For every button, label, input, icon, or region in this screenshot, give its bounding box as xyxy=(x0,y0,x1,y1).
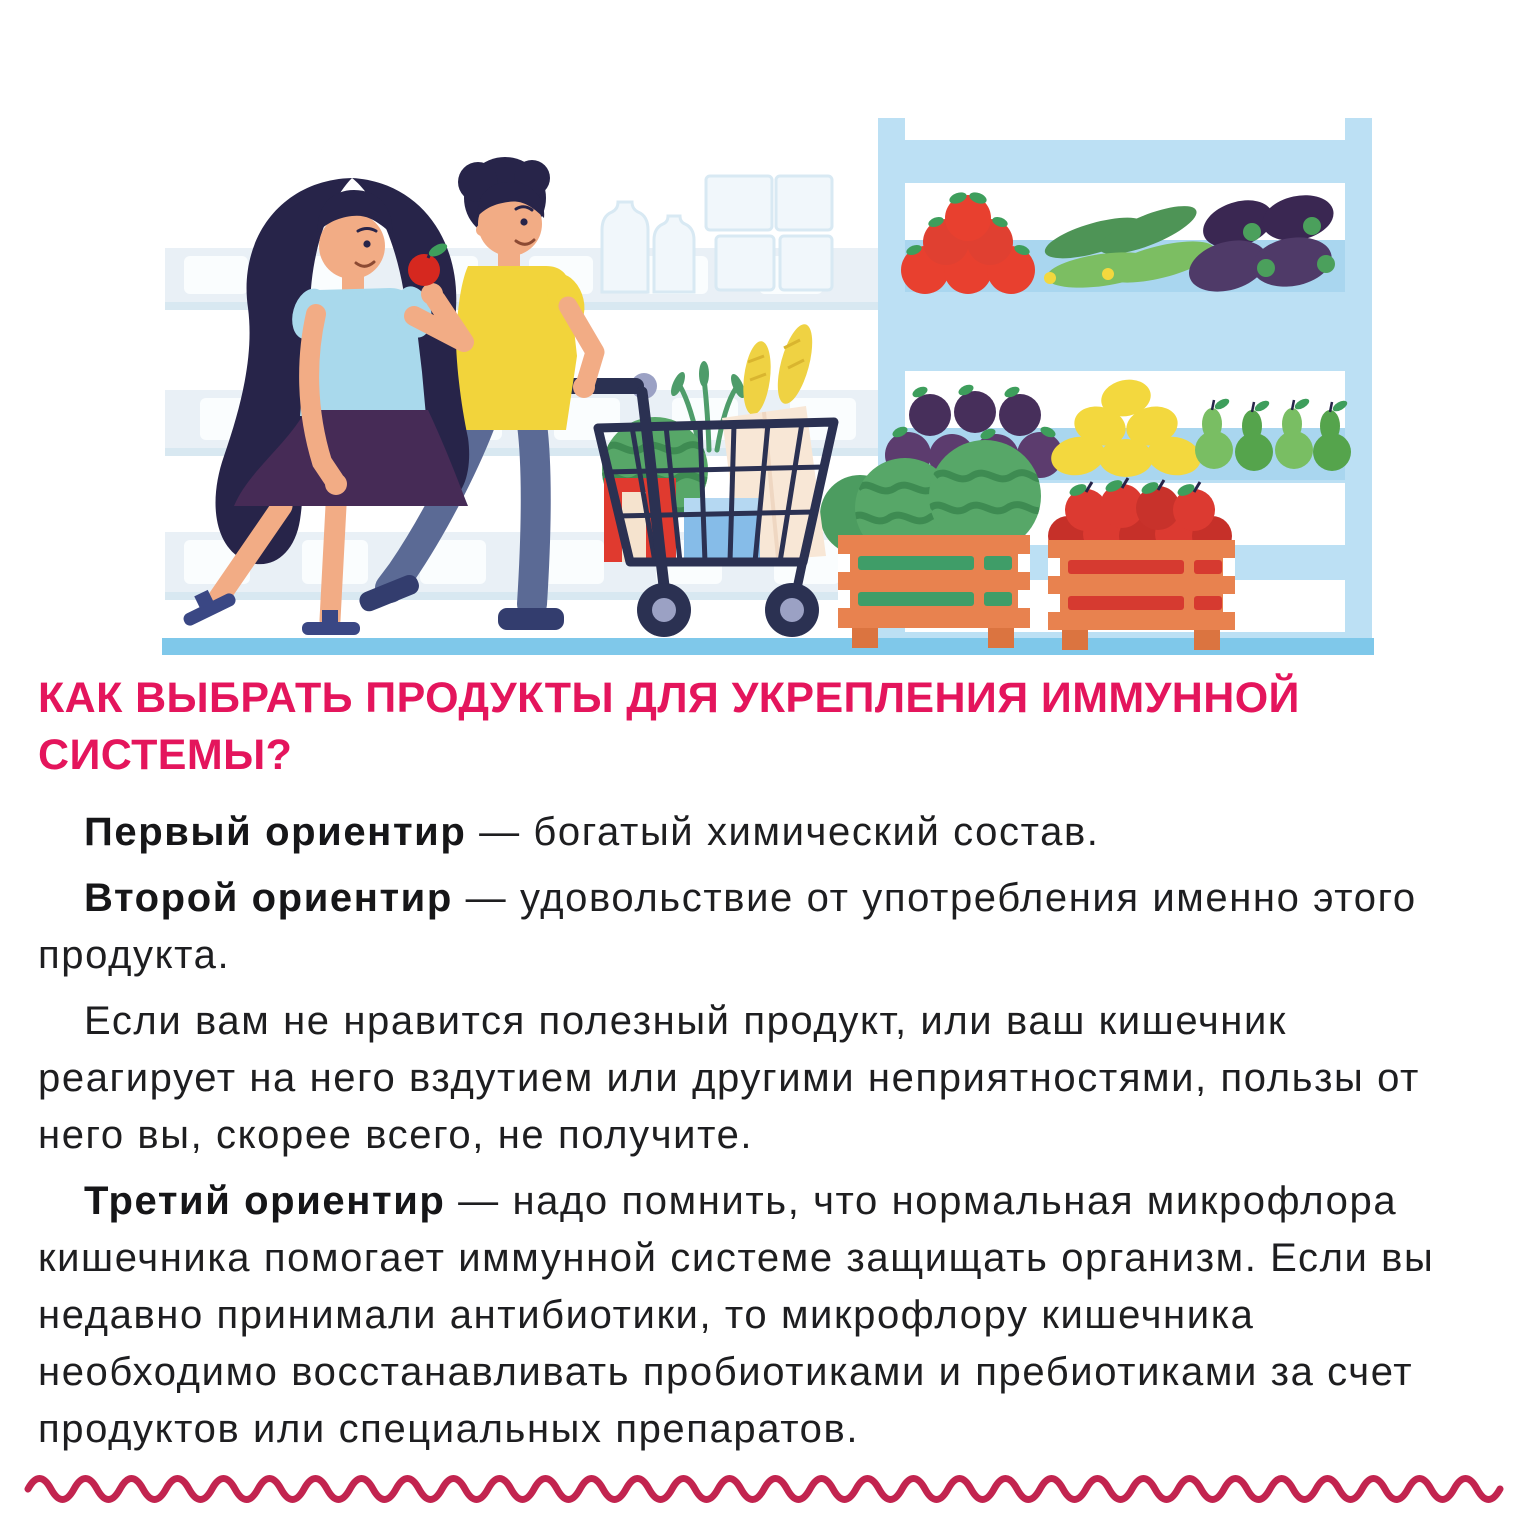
paragraph-lead: Первый ориентир xyxy=(84,810,467,854)
paragraph-text: удовольствие от употребления именно этого продукта. xyxy=(38,876,1417,977)
floor xyxy=(162,638,1374,655)
dash: — xyxy=(466,810,534,854)
page-title xyxy=(38,670,1489,784)
paragraph-note xyxy=(38,993,1481,1164)
apple-crate xyxy=(1048,478,1235,650)
store-illustration xyxy=(0,0,1519,660)
pale-goods xyxy=(602,176,832,292)
paragraph-first-guideline xyxy=(38,804,1481,861)
paragraph-lead: Второй ориентир xyxy=(84,876,453,920)
wavy-divider xyxy=(0,1467,1519,1511)
watermelon-crate xyxy=(820,440,1041,648)
paragraph-second-guideline xyxy=(38,870,1481,984)
page-title-line2: СИСТЕМЫ? xyxy=(38,731,293,779)
article-body xyxy=(38,804,1481,1458)
paragraph-third-guideline xyxy=(38,1173,1481,1458)
dash: — xyxy=(445,1179,513,1223)
wavy-divider-path xyxy=(28,1479,1500,1500)
paragraph-text: богатый химический состав. xyxy=(533,810,1100,854)
paragraph-lead: Третий ориентир xyxy=(84,1179,446,1223)
dash: — xyxy=(452,876,520,920)
page-title-line1: КАК ВЫБРАТЬ ПРОДУКТЫ ДЛЯ УКРЕПЛЕНИЯ ИММУННОЙ xyxy=(38,674,1300,722)
paragraph-text: Если вам не нравится полезный продукт, или ваш кишечник реагирует на него вздутием или другими неприятностями, пользы от него вы, скорее всего, не получите. xyxy=(38,999,1420,1157)
paragraph-text: надо помнить, что нормальная микрофлора кишечника помогает иммунной системе защищать организм. Если вы недавно принимали антибиотики, то микрофлору кишечника необходимо восстанавливать пробиотиками и пребиотиками за счет продуктов или специальных препаратов. xyxy=(38,1179,1435,1451)
